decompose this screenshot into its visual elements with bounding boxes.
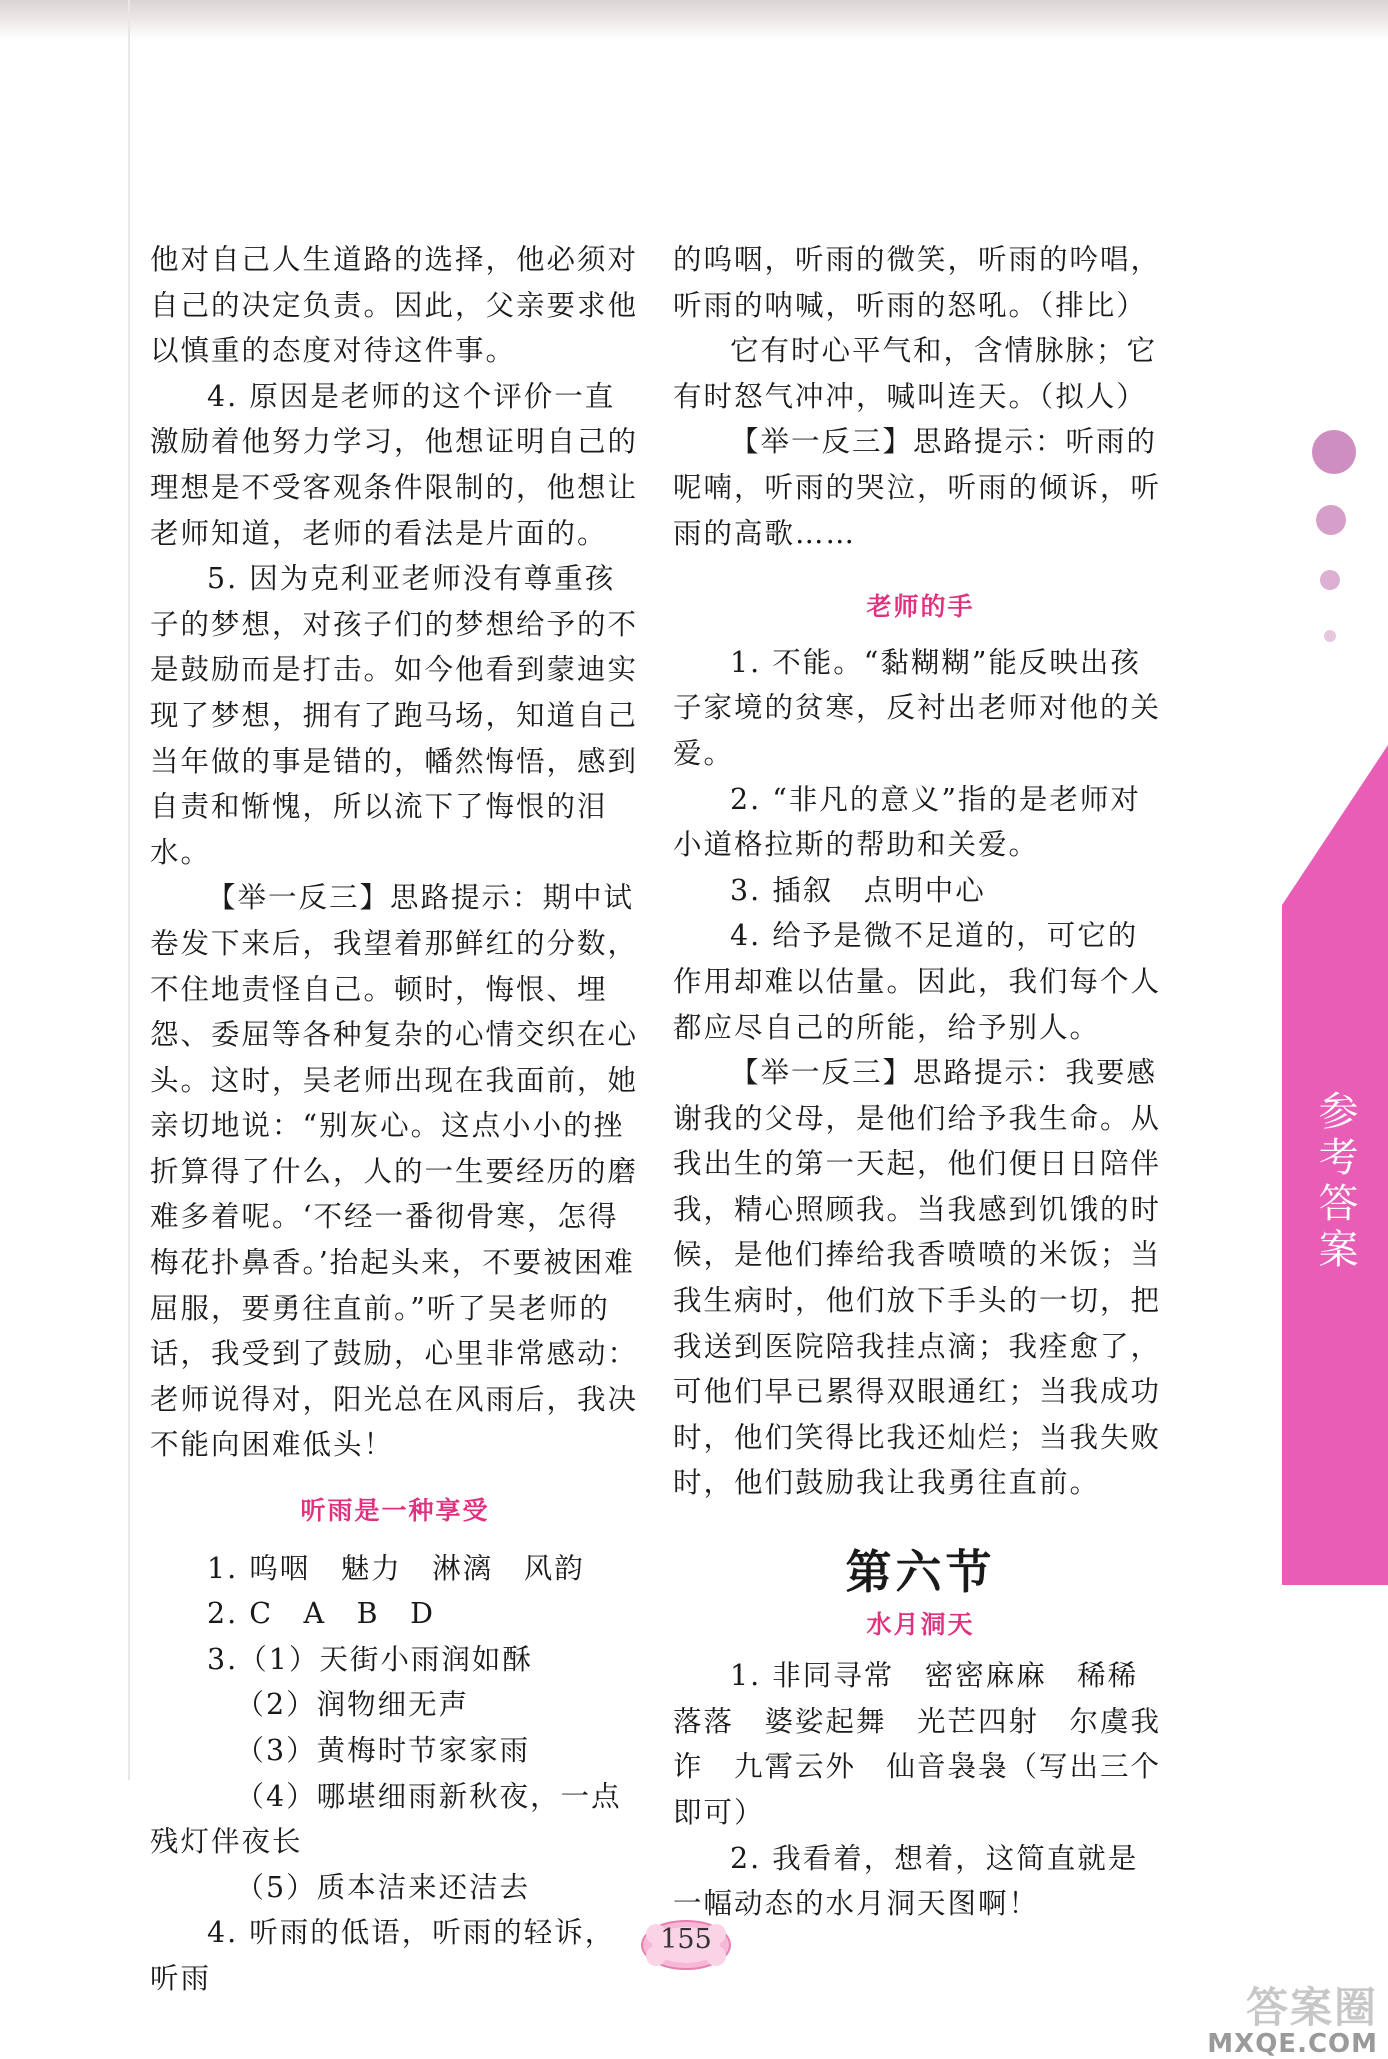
answer-1: 1. 不能。“黏糊糊”能反映出孩子家境的贫寒，反衬出老师对他的关爱。: [673, 645, 1162, 770]
decor-dot-tiny: [1324, 630, 1336, 642]
chapter-title: 第六节: [845, 1545, 996, 1600]
side-tab-label: 参考答案: [1312, 1090, 1358, 1274]
watermark: [1188, 1975, 1378, 2059]
binding-line: [128, 0, 130, 1780]
answer-2: 2. “非凡的意义”指的是老师对小道格拉斯的帮助和关爱。: [673, 782, 1141, 862]
page-number-badge: [636, 1914, 736, 1976]
answer-2: 2. 我看着，想着，这简直就是一幅动态的水月洞天图啊！: [673, 1841, 1139, 1921]
answer-3-1: 3.（1）天街小雨润如酥: [207, 1642, 533, 1676]
answer-4: 4. 给予是微不足道的，可它的作用却难以估量。因此，我们每个人都应尽自己的所能，给予别人。: [673, 919, 1162, 1044]
extension-answer: 【举一反三】思路提示：听雨的呢喃，听雨的哭泣，听雨的倾诉，听雨的高歌……: [673, 425, 1162, 550]
decor-dot-small: [1320, 570, 1340, 590]
watermark-logo: 答案圈: [1245, 1983, 1378, 2032]
section-title-listening-rain: 听雨是一种享受: [300, 1496, 490, 1526]
paragraph: 他对自己人生道路的选择，他必须对自己的决定负责。因此，父亲要求他以慎重的态度对待这件事。: [150, 243, 639, 368]
left-column: [150, 237, 640, 2002]
answer-5: 5. 因为克利亚老师没有尊重孩子的梦想，对孩子们的梦想给予的不是鼓励而是打击。如今他看到蒙迪实现了梦想，拥有了跑马场，知道自己当年做的事是错的，幡然悔悟，感到自责和惭愧，所以流下了悔恨的泪水。: [150, 562, 639, 869]
answer-3: 3. 插叙 点明中心: [730, 873, 986, 907]
answer-4: 4. 原因是老师的这个评价一直激励着他努力学习，他想证明自己的理想是不受客观条件限制的，他想让老师知道，老师的看法是片面的。: [150, 379, 639, 550]
top-band: [0, 0, 1388, 40]
answer-3-4: （4）哪堪细雨新秋夜，一点残灯伴夜长: [150, 1779, 622, 1859]
answer-1: 1. 非同寻常 密密麻麻 稀稀落落 婆娑起舞 光芒四射 尔虞我诈 九霄云外 仙音袅袅（写出三个即可）: [673, 1659, 1162, 1829]
extension-answer: 【举一反三】思路提示：我要感谢我的父母，是他们给予我生命。从我出生的第一天起，他们便日日陪伴我，精心照顾我。当我感到饥饿的时候，是他们捧给我香喷喷的米饭；当我生病时，他们放下手头的一切，把我送到医院陪我挂点滴；我痊愈了，可他们早已累得双眼通红；当我成功时，他们笑得比我还灿烂；当我失败时，他们鼓励我让我勇往直前。: [673, 1056, 1162, 1500]
extension-answer: 【举一反三】思路提示：期中试卷发下来后，我望着那鲜红的分数，不住地责怪自己。顿时，悔恨、埋怨、委屈等各种复杂的心情交织在心头。这时，吴老师出现在我面前，她亲切地说：“别灰心。这点小小的挫折算得了什么，人的一生要经历的磨难多着呢。‘不经一番彻骨寒，怎得梅花扑鼻香。’抬起头来，不要被困难屈服，要勇往直前。”听了吴老师的话，我受到了鼓励，心里非常感动：老师说得对，阳光总在风雨后，我决不能向困难低头！: [150, 881, 639, 1462]
answer-2: 2. C A B D: [207, 1597, 435, 1631]
page-number: 155: [660, 1924, 712, 1955]
section-title-water-moon: 水月洞天: [866, 1609, 975, 1639]
answer-3-3: （3）黄梅时节家家雨: [235, 1734, 531, 1767]
right-column: [673, 237, 1168, 1927]
answer-4-start: 4. 听雨的低语，听雨的轻诉，听雨: [150, 1916, 616, 1995]
section-title-teacher-hand: 老师的手: [866, 592, 975, 622]
answer-1: 1. 呜咽 魅力 淋漓 风韵: [207, 1551, 585, 1585]
answer-3-5: （5）质本洁来还洁去: [235, 1870, 531, 1904]
answer-4-cont: 的呜咽，听雨的微笑，听雨的吟唱，听雨的呐喊，听雨的怒吼。（排比）: [673, 243, 1162, 322]
watermark-url: MXQE.COM: [1207, 2029, 1378, 2059]
answer-3-2: （2）润物细无声: [235, 1688, 470, 1722]
decor-dot-medium: [1316, 505, 1346, 535]
paragraph: 它有时心平气和，含情脉脉；它有时怒气冲冲，喊叫连天。（拟人）: [673, 334, 1158, 413]
decor-dot-large: [1312, 430, 1356, 474]
